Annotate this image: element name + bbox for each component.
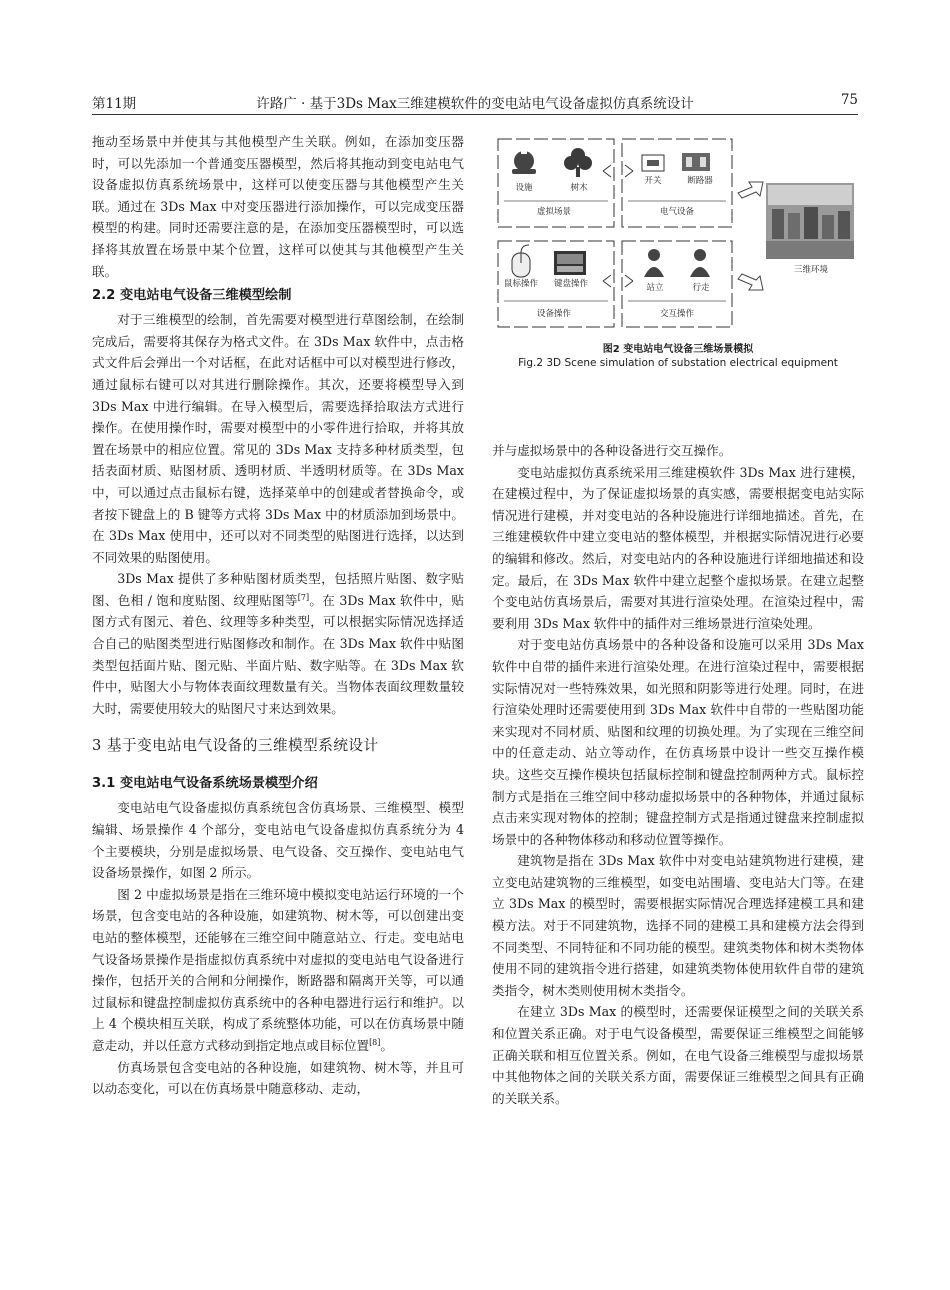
- label-tree: 树木: [570, 183, 588, 193]
- paragraph-text: 3Ds Max 提供了多种贴图材质类型，包括照片贴图、数字贴图、色相 / 饱和度贴图、纹理贴图等: [92, 571, 464, 608]
- paragraph: [92, 568, 464, 719]
- label-switch: 开关: [644, 176, 662, 186]
- label-device-operation: 设备操作: [536, 309, 571, 319]
- label-interaction-operation: 交互操作: [659, 309, 694, 319]
- paragraph: 变电站虚拟仿真系统采用三维建模软件 3Ds Max 进行建模，在建模过程中，为了保证虚拟场景的真实感，需要根据变电站实际情况进行建模，并对变电站的各种设施进行详细地描述。首先，在三维建模软件中建立变电站的整体模型，并根据实际情况进行必要的编辑和修改。然后，对变电站内的各种设施进行详细地描述和设定。最后，在 3Ds Max 软件中建立起整个虚拟场景。在建立起整个变电站仿真场景后，需要对其进行渲染处理。在渲染过程中，需要利用 3Ds Max 软件中的插件对三维场景进行渲染处理。: [492, 464, 864, 631]
- label-virtual-scene: 虚拟场景: [536, 207, 571, 217]
- figure-caption-zh: 图2 变电站电气设备三维场景模拟: [602, 344, 754, 355]
- label-3d-environment: 三维环境: [793, 265, 828, 275]
- paragraph: 对于三维模型的绘制，首先需要对模型进行草图绘制，在绘制完成后，需要将其保存为格式文件。在 3Ds Max 软件中，点击格式文件后会弹出一个对话框，在此对话框中可以对模型进行修改，通过鼠标右键可以对其进行删除操作。其次，还要将模型导入到 3Ds Max 中进行编辑。在导入模型后，需要选择拾取法方式进行操作。在使用操作时，需要对模型中的小零件进行拾取，并将其放置在场景中的相应位置。常见的 3Ds Max 支持多种材质类型，包括表面材质、贴图材质、透明材质、半透明材质等。在 3Ds Max 中，可以通过点击鼠标右键，选择菜单中的创建或者替换命令，或者按下键盘上的 B 键等方式将 3Ds Max 中的材质添加到场景中。在 3Ds Max 使用中，还可以对不同类型的贴图进行选择，以达到不同效果的贴图使用。: [92, 312, 464, 565]
- figure-2: [492, 131, 864, 431]
- label-standing: 站立: [646, 283, 664, 293]
- paragraph: [92, 884, 464, 1057]
- section-heading-3-1: 3.1 变电站电气设备系统场景模型介绍: [92, 776, 318, 792]
- walking-person-icon: [690, 249, 710, 277]
- paragraph: 变电站电气设备虚拟仿真系统包含仿真场景、三维模型、模型编辑、场景操作 4 个部分，变电站电气设备虚拟仿真系统分为 4 个主要模块，分别是虚拟场景、电气设备、交互操作、变电站电气设备场景操作，如图 2 所示。: [92, 800, 464, 881]
- section-heading-3: 3 基于变电站电气设备的三维模型系统设计: [92, 737, 379, 755]
- paragraph: 并与虚拟场景中的各种设备进行交互操作。: [492, 443, 732, 458]
- paragraph-text: 。在 3Ds Max 软件中，贴图方式有图元、着色、纹理等多种类型，可以根据实际情况选择适合自己的贴图类型进行贴图修改和制作。在 3Ds Max 软件中贴图类型包括面片贴、图元贴、半面片贴、数字贴等。在 3Ds Max 软件中，贴图大小与物体表面纹理数量有关。当物体表面纹理数量较大时，需要使用较大的贴图尺寸来达到效果。: [92, 592, 465, 716]
- paragraph: 对于变电站仿真场景中的各种设备和设施可以采用 3Ds Max 软件中自带的插件来进行渲染处理。在进行渲染过程中，需要根据实际情况对一些特殊效果，如光照和阴影等进行处理。同时，在进行渲染处理时还需要使用到 3Ds Max 软件中自带的一些贴图功能来实现对不同材质、贴图和纹理的切换处理。为了实现在三维空间中的任意走动、站立等动作，在仿真场景中设计一些交互操作模块。这些交互操作模块包括鼠标控制和键盘控制两种方式。鼠标控制方式是指在三维空间中移动虚拟场景中的各种物体，并通过鼠标点击来实现对物体的控制；键盘控制方式是指通过键盘来控制虚拟场景中的各种物体移动和移动位置等操作。: [492, 637, 864, 847]
- paragraph-text: 图 2 中虚拟场景是指在三维环境中模拟变电站运行环境的一个场景，包含变电站的各种设施，如建筑物、树木等，可以创建出变电站的整体模型，还能够在三维空间中随意站立、行走。变电站电气设备场景操作是指虚拟仿真系统中对虚拟的变电站电气设备进行操作，包括开关的合闸和分闸操作，断路器和隔离开关等，可以通过鼠标和键盘控制虚拟仿真系统中的各种电器进行运行和维护。以上 4 个模块相互关联，构成了系统整体功能，可以在仿真场景中随意走动，并以任意方式移动到指定地点或目标位置: [92, 886, 464, 1053]
- mouse-icon: [512, 245, 530, 277]
- double-arrow-icon: [603, 165, 633, 287]
- citation-ref[interactable]: [8]: [369, 1037, 381, 1047]
- standing-person-icon: [644, 249, 664, 277]
- running-header: [92, 92, 858, 115]
- breaker-icon: [682, 153, 710, 171]
- section-heading-2-2: 2.2 变电站电气设备三维模型绘制: [92, 288, 292, 304]
- arrow-right-icon: [738, 182, 763, 290]
- label-walking: 行走: [692, 283, 710, 293]
- label-facility: 设施: [515, 183, 533, 193]
- left-column: [92, 131, 464, 1100]
- label-breaker: 断路器: [687, 176, 713, 186]
- figure-diagram: [492, 131, 864, 336]
- paragraph: 建筑物是指在 3Ds Max 软件中对变电站建筑物进行建模，建立变电站建筑物的三维模型，如变电站围墙、变电站大门等。在建立 3Ds Max 的模型时，需要根据实际情况合理选择建模工具和建模方法。对于不同建筑物，选择不同的建模工具和建模方法会得到不同类型、不同特征和不同功能的模型。建筑类物体和树木类物体使用不同的建筑指令进行搭建，如建筑类物体使用软件自带的建筑类指令，树木类则使用树木类指令。: [492, 853, 864, 998]
- figure-caption-en: Fig.2 3D Scene simulation of substation electrical equipment: [518, 357, 838, 369]
- running-title: 许路广 · 基于3Ds Max三维建模软件的变电站电气设备虚拟仿真系统设计: [256, 96, 694, 112]
- substation-3d-render-image: [766, 183, 854, 259]
- paragraph: 拖动至场景中并使其与其他模型产生关联。例如，在添加变压器时，可以先添加一个普通变压器模型，然后将其拖动到变电站电气设备虚拟仿真系统场景中，这样可以使变压器与其他模型产生关联。通过在 3Ds Max 中对变压器进行添加操作，可以完成变压器模型的构建。同时还需要注意的是，在添加变压器模型时，可以选择将其放置在场景中某个位置，这样可以使其与其他模型产生关联。: [92, 134, 464, 279]
- tree-icon: [564, 148, 592, 177]
- label-mouse-operation: 鼠标操作: [504, 279, 539, 289]
- paragraph-text: 。: [380, 1037, 393, 1053]
- right-column: [492, 440, 864, 1109]
- switch-icon: [642, 155, 664, 171]
- issue-number: 第11期: [92, 96, 137, 112]
- page-number: 75: [840, 92, 858, 108]
- keyboard-icon: [554, 251, 586, 275]
- citation-ref[interactable]: [7]: [297, 592, 310, 602]
- paragraph: 仿真场景包含变电站的各种设施，如建筑物、树木等，并且可以动态变化，可以在仿真场景中随意移动、走动，: [92, 1059, 464, 1097]
- paragraph: 在建立 3Ds Max 的模型时，还需要保证模型之间的关联关系和位置关系正确。对于电气设备模型，需要保证三维模型之间能够正确关联和相互位置关系。例如，在电气设备三维模型与虚拟场景中其他物体之间的关联关系方面，需要保证三维模型之间具有正确的关联关系。: [492, 1004, 864, 1106]
- label-keyboard-operation: 键盘操作: [554, 279, 589, 289]
- label-electrical-equipment: 电气设备: [659, 207, 694, 217]
- tools-icon: [512, 149, 536, 174]
